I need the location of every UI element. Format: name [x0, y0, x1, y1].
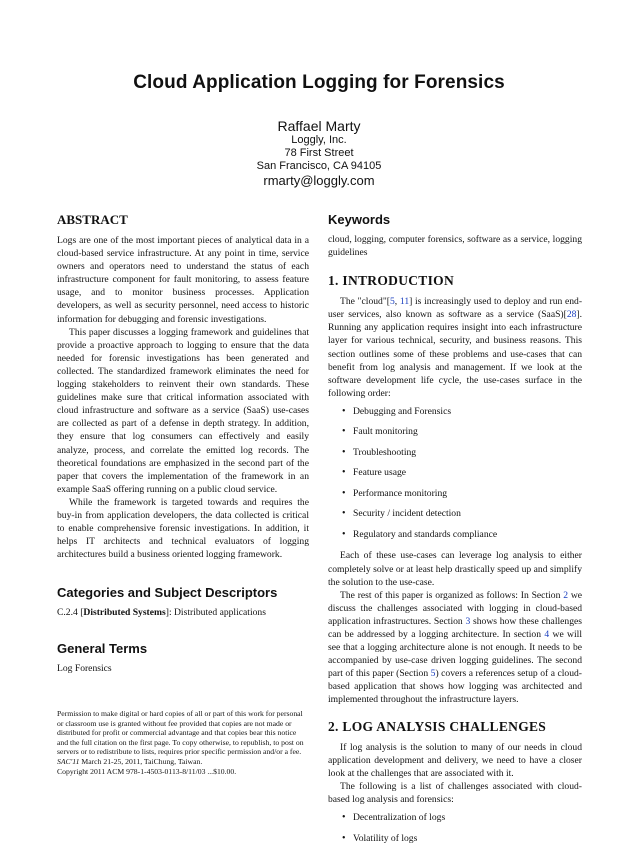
challenges-heading: 2. LOG ANALYSIS CHALLENGES	[328, 718, 547, 734]
list-item: • Performance monitoring	[342, 488, 582, 500]
intro-text: ,	[394, 296, 400, 308]
left-column	[57, 212, 309, 676]
categories-rest: ]: Distributed applications	[165, 607, 266, 619]
list-item: • Security / incident detection	[342, 508, 582, 520]
citation-link[interactable]: 5	[389, 296, 395, 308]
list-item: • Debugging and Forensics	[342, 406, 582, 418]
right-column	[328, 212, 582, 853]
list-item: • Volatility of logs	[342, 833, 582, 845]
categories-code: C.2.4 [	[57, 607, 84, 619]
permission-notice	[57, 709, 309, 776]
intro-text: The rest of this paper is organized as follows: In Section	[340, 589, 564, 601]
intro-text: The "cloud"[	[340, 296, 390, 308]
intro-text: ] is increasingly used to deploy and run end-user services, also known as software as a service (SaaS)[	[328, 296, 583, 321]
abstract-paragraph-2: This paper discusses a logging framework and guidelines that provide a proactive approach to logging to ensure that the data needed for forensic investigations has been generated and collected. The standardized framework eliminates the need for logging stakeholders to reinvent their own standards. These guidelines make sure that critical information associated with cloud infrastructure and software as a service (SaaS) use-cases are collected as part of a defense in depth strategy. In addition, they ensure that log consumers can effectively and easily analyze, process, and correlate the emitted log records. The theoretical foundations are emphasized in the second part of the paper that covers the implementation of the framework in an example SaaS offering running on a public cloud service.	[57, 326, 309, 495]
abstract-heading: ABSTRACT	[57, 212, 128, 227]
abstract-paragraph-1: Logs are one of the most important pieces of analytical data in a cloud-based service infrastructure. At any point in time, service owners and operators need to understand the status of each infrastructure component for fault monitoring, to assess feature usage, and to monitor business processes. Application developers, as well as security personnel, need access to historic information for debugging and forensic investigations.	[57, 235, 309, 325]
permission-text: Permission to make digital or hard copies of all or part of this work for personal or classroom use is granted without fee provided that copies are not made or distributed for profit or commercial advantage and that copies bear this notice and the full citation on the first page. To copy otherwise, to republish, to post on servers or to redistribute to lists, requires prior specific permission and/or a fee.	[57, 709, 304, 757]
paper-title: Cloud Application Logging for Forensics	[133, 72, 505, 93]
categories-text	[57, 606, 309, 619]
venue-name: SAC'11	[57, 756, 80, 766]
challenges-paragraph-1: If log analysis is the solution to many of our needs in cloud application development and delivery, we need to have a closer look at the challenges that are associated with it.	[328, 741, 582, 779]
intro-text: shows how these challenges can be addressed by a logging architecture. In section	[328, 615, 582, 640]
categories-bold: Distributed Systems	[83, 607, 166, 619]
author-email[interactable]: rmarty@loggly.com	[263, 173, 375, 188]
keywords-heading: Keywords	[328, 212, 391, 227]
author-name: Raffael Marty	[277, 118, 361, 134]
general-terms-heading: General Terms	[57, 641, 148, 657]
use-case-list	[328, 406, 582, 541]
author-street: 78 First Street	[284, 147, 354, 159]
introduction-heading: 1. INTRODUCTION	[328, 273, 455, 289]
section-link[interactable]: 4	[544, 629, 550, 640]
venue-line	[57, 757, 309, 767]
list-item: • Troubleshooting	[342, 447, 582, 459]
author-org: Loggly, Inc.	[291, 134, 347, 146]
section-link[interactable]: 3	[465, 615, 471, 627]
intro-paragraph-3	[328, 589, 582, 707]
intro-text: we will see that a logging architecture alone is not enough. It needs to be accompanied by use-case driven logging guidelines. The second part of this paper (Section	[328, 629, 582, 680]
section-link[interactable]: 2	[563, 589, 568, 601]
copyright-line: Copyright 2011 ACM 978-1-4503-0113-8/11/03 ...$10.00.	[57, 766, 237, 776]
categories-heading: Categories and Subject Descriptors	[57, 585, 278, 601]
abstract-paragraph-3: While the framework is targeted towards and requires the buy-in from application developers, the data collected is critical to enable comprehensive forensic investigations. In addition, it helps IT architects and technical evaluators of logging architectures build a business oriented logging framework.	[57, 496, 309, 561]
list-item: • Decentralization of logs	[342, 812, 582, 824]
list-item: • Feature usage	[342, 467, 582, 479]
author-city: San Francisco, CA 94105	[256, 160, 382, 172]
intro-text: ) covers a references setup of a cloud-based application that shows how logging was architected and implemented throughout the infrastructure layers.	[328, 668, 582, 706]
section-link[interactable]: 5	[430, 668, 436, 680]
general-terms-text: Log Forensics	[57, 663, 112, 675]
list-item: • Regulatory and standards compliance	[342, 529, 582, 541]
intro-paragraph-1	[328, 295, 582, 400]
challenges-paragraph-2: The following is a list of challenges associated with cloud-based log analysis and forensics:	[328, 780, 582, 805]
challenge-list	[328, 812, 582, 845]
intro-paragraph-2: Each of these use-cases can leverage log analysis to either completely solve or at least help drastically speed up and simplify the solution to the use-case.	[328, 550, 582, 588]
intro-text: we discuss the challenges associated with logging in cloud-based application infrastructures. Section	[328, 589, 583, 627]
venue-details: March 21-25, 2011, TaiChung, Taiwan.	[79, 756, 203, 766]
citation-link[interactable]: 11	[399, 296, 410, 308]
author-block	[0, 118, 638, 188]
keywords-text: cloud, logging, computer forensics, software as a service, logging guidelines	[328, 234, 582, 259]
intro-text: ]. Running any application requires insight into each infrastructure layer for various technical, security, and business reasons. This section outlines some of these problems and use-cases that can benefit from log analysis and management. If we look at the software development life cycle, the use-cases surface in the following order:	[328, 309, 582, 399]
list-item: • Fault monitoring	[342, 426, 582, 438]
citation-link[interactable]: 28	[566, 309, 577, 321]
